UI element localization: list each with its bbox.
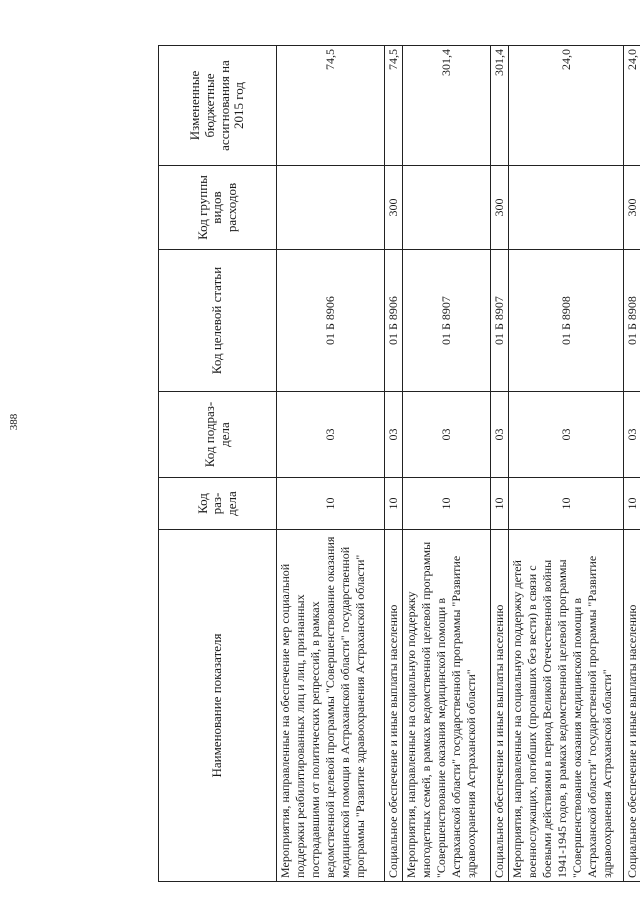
row-name: Социальное обеспечение и иные выплаты населению	[624, 530, 640, 882]
row-name: Мероприятия, направленные на социальную поддержку детей военнослужащих, погибших (пропавших без вести) в связи с боевыми действиями в период Великой Отечественной войны 1941-1945 годов, в рамках ведомственной целевой программы "Совершенствование оказания медицинской помощи в Астраханской области" государственной программы "Развитие здравоохранения Астраханской области"	[509, 530, 624, 882]
budget-table	[158, 45, 640, 882]
row-razdel: 10	[509, 478, 624, 530]
rotated-page	[158, 46, 639, 882]
row-name: Мероприятия, направленные на обеспечение мер социальной поддержки реабилитированных лиц и лиц, признанных пострадавшими от политических репрессий, в рамках ведомственной целевой программы "Совершенствование оказания медицинской помощи в Астраханской области" государственной программы "Развитие здравоохранения Астраханской области"	[277, 530, 385, 882]
row-article: 01 Б 8907	[491, 250, 509, 392]
row-amount: 301,4	[403, 46, 491, 166]
row-razdel: 10	[491, 478, 509, 530]
row-name: Социальное обеспечение и иные выплаты населению	[385, 530, 403, 882]
row-group: 300	[491, 166, 509, 250]
row-podrazdel: 03	[624, 392, 640, 478]
row-group: 300	[624, 166, 640, 250]
table-row	[624, 46, 640, 882]
row-name: Мероприятия, направленные на социальную поддержку многодетных семей, в рамках ведомственной целевой программы "Совершенствование оказания медицинской помощи в Астраханской области" государственной программы "Развитие здравоохранения Астраханской области"	[403, 530, 491, 882]
table-row	[509, 46, 624, 882]
row-amount: 301,4	[491, 46, 509, 166]
header-amount: Измененные бюджетные ассигнования на 2015 год	[159, 46, 277, 166]
row-razdel: 10	[624, 478, 640, 530]
row-podrazdel: 03	[403, 392, 491, 478]
row-podrazdel: 03	[491, 392, 509, 478]
row-article: 01 Б 8908	[509, 250, 624, 392]
header-row	[159, 46, 277, 882]
row-podrazdel: 03	[509, 392, 624, 478]
table-row	[403, 46, 491, 882]
row-amount: 24,0	[624, 46, 640, 166]
row-article: 01 Б 8906	[277, 250, 385, 392]
header-razdel: Код раз-дела	[159, 478, 277, 530]
row-razdel: 10	[277, 478, 385, 530]
table-row	[491, 46, 509, 882]
row-group	[277, 166, 385, 250]
row-razdel: 10	[403, 478, 491, 530]
header-group: Код группы видов расходов	[159, 166, 277, 250]
row-podrazdel: 03	[385, 392, 403, 478]
row-group	[509, 166, 624, 250]
row-article: 01 Б 8906	[385, 250, 403, 392]
row-article: 01 Б 8908	[624, 250, 640, 392]
table-row	[385, 46, 403, 882]
page-number: 388	[8, 413, 20, 431]
row-amount: 74,5	[385, 46, 403, 166]
row-amount: 74,5	[277, 46, 385, 166]
header-name: Наименование показателя	[159, 530, 277, 882]
header-podrazdel: Код подраз-дела	[159, 392, 277, 478]
row-amount: 24,0	[509, 46, 624, 166]
header-article: Код целевой статьи	[159, 250, 277, 392]
row-article: 01 Б 8907	[403, 250, 491, 392]
row-group	[403, 166, 491, 250]
row-name: Социальное обеспечение и иные выплаты населению	[491, 530, 509, 882]
row-group: 300	[385, 166, 403, 250]
row-razdel: 10	[385, 478, 403, 530]
row-podrazdel: 03	[277, 392, 385, 478]
table-row	[277, 46, 385, 882]
